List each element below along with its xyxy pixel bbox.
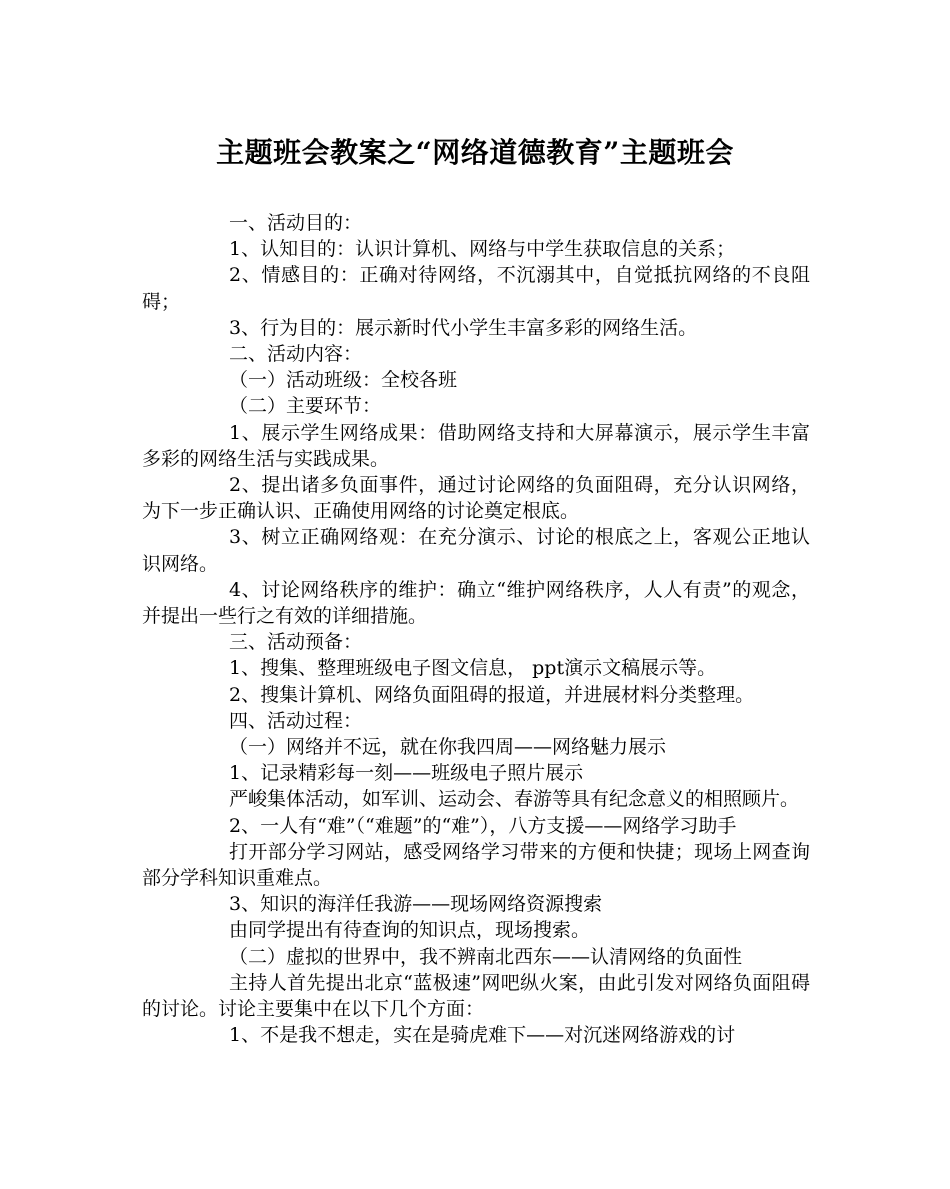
- paragraph: （二）虚拟的世界中，我不辨南北西东——认清网络的负面性: [229, 945, 743, 968]
- paragraph: 2、情感目的：正确对待网络，不沉溺其中，自觉抵抗网络的不良阻碍；: [142, 264, 810, 313]
- paragraph: 主持人首先提出北京“蓝极速”网吧纵火案，由此引发对网络负面阻碍的讨论。讨论主要集中在以下几个方面：: [142, 971, 810, 1021]
- paragraph: （一）网络并不远，就在你我四周——网络魅力展示: [229, 736, 667, 759]
- section-heading: 二、活动内容：: [229, 343, 363, 366]
- paragraph: 2、搜集计算机、网络负面阻碍的报道，并进展材料分类整理。: [229, 683, 755, 706]
- paragraph: 3、行为目的：展示新时代小学生丰富多彩的网络生活。: [229, 316, 698, 339]
- paragraph: 1、不是我不想走，实在是骑虎难下——对沉迷网络游戏的讨: [229, 1024, 736, 1047]
- paragraph: 1、记录精彩每一刻——班级电子照片展示: [229, 762, 584, 785]
- paragraph: 4、讨论网络秩序的维护：确立“维护网络秩序，人人有责”的观念，并提出一些行之有效的详细措施。: [142, 578, 810, 628]
- paragraph: 3、知识的海洋任我游——现场网络资源搜索: [229, 893, 603, 916]
- paragraph: 3、树立正确网络观：在充分演示、讨论的根底之上，客观公正地认识网络。: [142, 526, 810, 575]
- paragraph: 1、展示学生网络成果：借助网络支持和大屏幕演示，展示学生丰富多彩的网络生活与实践成果。: [142, 421, 810, 470]
- paragraph: 1、搜集、整理班级电子图文信息， ppt演示文稿展示等。: [229, 657, 717, 680]
- paragraph: 2、提出诸多负面事件，通过讨论网络的负面阻碍，充分认识网络，为下一步正确认识、正确使用网络的讨论奠定根底。: [142, 474, 810, 523]
- section-heading: 四、活动过程：: [229, 709, 363, 732]
- paragraph: 打开部分学习网站，感受网络学习带来的方便和快捷；现场上网查询部分学科知识重难点。: [142, 840, 810, 890]
- paragraph: 由同学提出有待查询的知识点，现场搜索。: [229, 919, 591, 942]
- paragraph: 严峻集体活动，如军训、运动会、春游等具有纪念意义的相照顾片。: [229, 788, 800, 811]
- paragraph: 1、认知目的：认识计算机、网络与中学生获取信息的关系；: [229, 238, 736, 261]
- document-title: 主题班会教案之“网络道德教育”主题班会: [216, 136, 734, 169]
- paragraph: 2、一人有“难”（“难题”的“难”），八方支援——网络学习助手: [229, 814, 737, 837]
- section-heading: 一、活动目的：: [229, 212, 363, 234]
- section-heading: 三、活动预备：: [229, 631, 363, 654]
- paragraph: （一）活动班级：全校各班: [229, 369, 458, 392]
- document-body: [142, 210, 810, 1049]
- paragraph: （二）主要环节：: [229, 395, 382, 418]
